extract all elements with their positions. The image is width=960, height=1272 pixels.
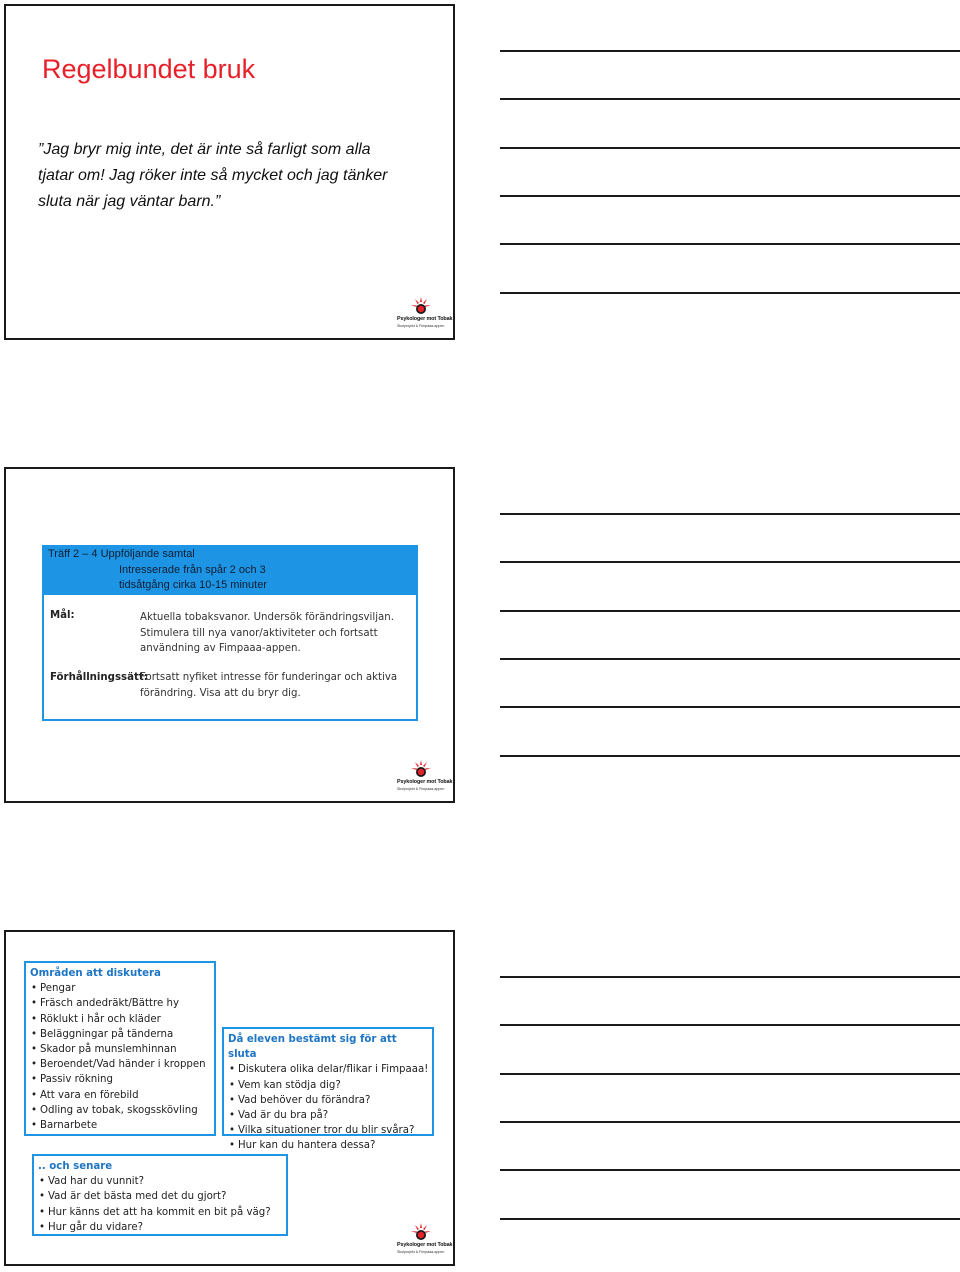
slide-regelbundet-bruk <box>4 4 455 340</box>
goal-line: användning av Fimpaaa-appen. <box>140 643 301 654</box>
list-item: • Beroendet/Vad händer i kroppen <box>30 1057 210 1072</box>
later-list <box>38 1174 282 1235</box>
list-item: • Vad är du bra på? <box>228 1108 428 1123</box>
list-item: • Hur känns det att ha kommit en bit på väg? <box>38 1205 282 1220</box>
list-item: • Vem kan stödja dig? <box>228 1078 428 1093</box>
note-line <box>500 50 960 52</box>
logo-name: Psykologer mot Tobak <box>397 316 453 322</box>
note-line <box>500 1121 960 1123</box>
logo-mark-icon <box>411 1223 431 1241</box>
logo-subtitle: Skolprojekt & Fimpaaa-appen <box>397 1250 445 1254</box>
note-line <box>500 755 960 757</box>
list-item: • Vilka situationer tror du blir svåra? <box>228 1123 428 1138</box>
note-line <box>500 513 960 515</box>
goal-line: Stimulera till nya vanor/aktiviteter och fortsatt <box>140 627 378 639</box>
approach-line: Fortsatt nyfiket intresse för funderingar och aktiva <box>140 672 398 683</box>
note-line <box>500 1073 960 1075</box>
note-line <box>500 1169 960 1171</box>
header-line: tidsåtgång cirka 10-15 minuter <box>119 579 267 591</box>
quote-line: tjatar om! Jag röker inte så mycket och jag tänker <box>38 167 388 184</box>
header-line: Träff 2 – 4 Uppföljande samtal <box>48 548 195 560</box>
list-item: • Vad är det bästa med det du gjort? <box>38 1189 282 1204</box>
note-line <box>500 292 960 294</box>
header-line: Intresserade från spår 2 och 3 <box>119 563 266 576</box>
logo-mark-icon <box>411 760 431 778</box>
note-line <box>500 98 960 100</box>
list-item: • Hur kan du hantera dessa? <box>228 1138 428 1153</box>
logo-subtitle: Skolprojekt & Fimpaaa-appen <box>397 324 445 328</box>
logo-subtitle: Skolprojekt & Fimpaaa-appen <box>397 787 445 791</box>
approach-line: förändring. Visa att du bryr dig. <box>140 687 301 699</box>
decided-list <box>228 1062 428 1153</box>
list-item: • Beläggningar på tänderna <box>30 1027 210 1042</box>
list-item: • Hur går du vidare? <box>38 1220 282 1235</box>
list-item: • Att vara en förebild <box>30 1088 210 1103</box>
meeting-header <box>42 545 418 595</box>
approach-text <box>140 670 412 701</box>
logo-mark-icon <box>411 297 431 315</box>
list-item: • Röklukt i hår och kläder <box>30 1012 210 1027</box>
list-item: • Skador på munslemhinnan <box>30 1042 210 1057</box>
note-line <box>500 195 960 197</box>
note-line <box>500 706 960 708</box>
slide-title: Regelbundet bruk <box>42 54 256 84</box>
note-line <box>500 976 960 978</box>
list-item: • Vad har du vunnit? <box>38 1174 282 1189</box>
logo-name: Psykologer mot Tobak <box>397 779 453 785</box>
list-item: • Diskutera olika delar/flikar i Fimpaaa! <box>228 1062 428 1077</box>
list-item: • Odling av tobak, skogsskövling <box>30 1103 210 1118</box>
approach-label: Förhållningssätt: <box>50 672 148 683</box>
note-line <box>500 658 960 660</box>
note-line <box>500 243 960 245</box>
note-line <box>500 1024 960 1026</box>
areas-box <box>24 961 216 1136</box>
goal-line: Aktuella tobaksvanor. Undersök förändringsviljan. <box>140 612 394 623</box>
list-item: • Barnarbete <box>30 1118 210 1133</box>
list-item: • Passiv rökning <box>30 1072 210 1087</box>
later-box <box>32 1154 288 1236</box>
decided-heading: Då eleven bestämt sig för att sluta <box>228 1034 397 1061</box>
list-item: • Pengar <box>30 981 210 996</box>
note-line <box>500 610 960 612</box>
areas-heading: Områden att diskutera <box>30 968 161 979</box>
slide-traff-2-4 <box>4 467 455 803</box>
slide-quote <box>38 137 418 215</box>
list-item: • Vad behöver du förändra? <box>228 1093 428 1108</box>
logo <box>397 297 453 333</box>
note-line <box>500 561 960 563</box>
list-item: • Fräsch andedräkt/Bättre hy <box>30 996 210 1011</box>
note-line <box>500 1218 960 1220</box>
quote-line: sluta när jag väntar barn.” <box>38 193 221 210</box>
meeting-details <box>42 595 418 721</box>
later-heading: .. och senare <box>38 1161 113 1172</box>
goal-label: Mål: <box>50 610 75 621</box>
quote-line: ”Jag bryr mig inte, det är inte så farligt som alla <box>38 141 371 158</box>
logo-name: Psykologer mot Tobak <box>397 1242 453 1248</box>
slide-discussion-topics <box>4 930 455 1266</box>
note-line <box>500 147 960 149</box>
logo <box>397 1223 453 1259</box>
areas-list <box>30 981 210 1133</box>
decided-box <box>222 1027 434 1152</box>
logo <box>397 760 453 796</box>
goal-text <box>140 610 412 657</box>
